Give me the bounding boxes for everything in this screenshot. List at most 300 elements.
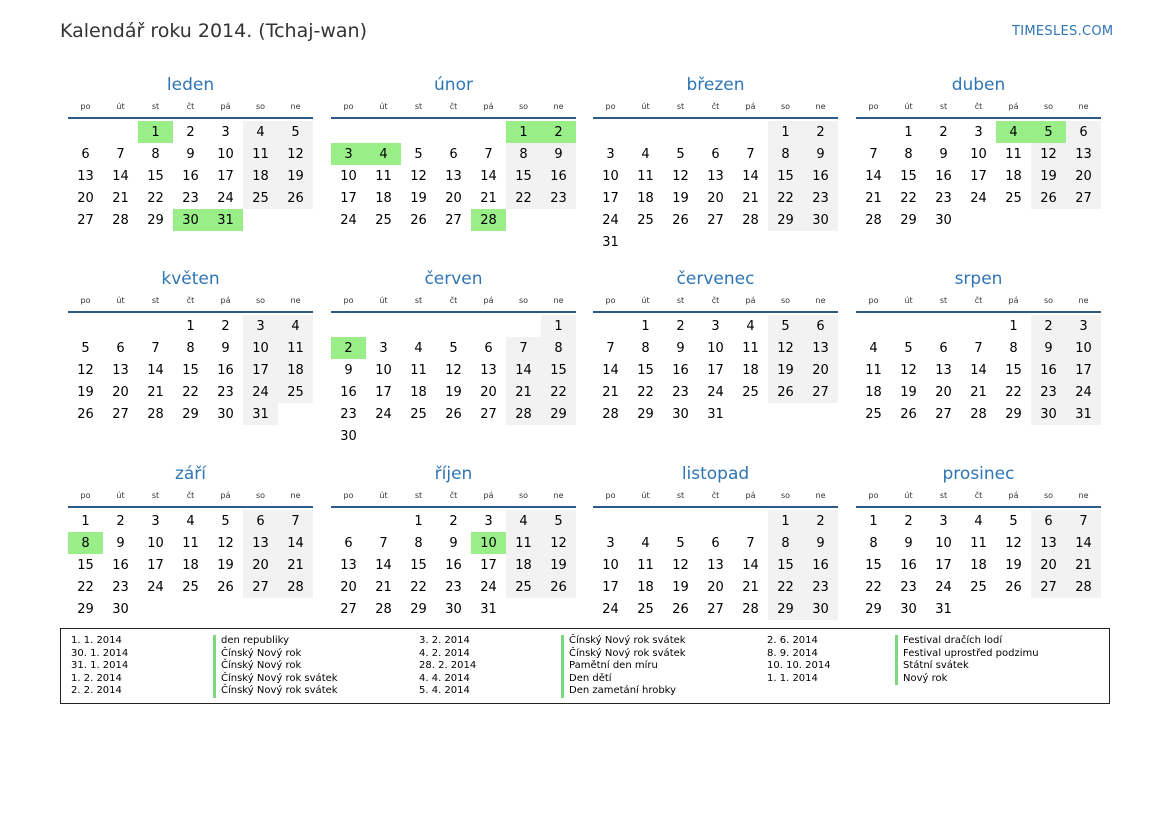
- day-cell: 20: [77, 190, 94, 206]
- day-cell: 10: [602, 557, 619, 573]
- month-name: červen: [424, 269, 483, 289]
- weekday-label: so: [780, 295, 791, 305]
- empty-cell: [593, 315, 628, 337]
- day-cell: 14: [602, 362, 619, 378]
- day-cell: 20: [1066, 165, 1101, 187]
- day-cell: 19: [445, 384, 462, 400]
- day-cell: 1: [768, 121, 803, 143]
- weekday-label: po: [80, 101, 91, 111]
- day-cell: 26: [410, 212, 427, 228]
- day-cell: 24: [147, 579, 164, 595]
- day-cell: 3: [606, 535, 615, 551]
- weekday-label: út: [379, 490, 388, 500]
- weekday-label: út: [379, 295, 388, 305]
- day-cell: 28: [602, 406, 619, 422]
- holiday-day-cell: 8: [68, 532, 103, 554]
- day-cell: 20: [112, 384, 129, 400]
- day-cell: 25: [1005, 190, 1022, 206]
- day-cell: 18: [375, 190, 392, 206]
- month-8: [68, 461, 313, 620]
- day-cell: 24: [243, 381, 278, 403]
- weekday-label: ne: [1078, 101, 1089, 111]
- day-grid: [68, 121, 313, 231]
- header-rule: [593, 117, 838, 119]
- empty-cell: [593, 510, 628, 532]
- empty-cell: [856, 121, 891, 143]
- empty-cell: [401, 315, 436, 337]
- weekday-label: so: [1043, 295, 1054, 305]
- day-cell: 12: [410, 168, 427, 184]
- weekday-header: [593, 487, 838, 503]
- weekday-label: pá: [1008, 490, 1019, 500]
- weekday-label: po: [868, 295, 879, 305]
- month-name: listopad: [681, 464, 750, 484]
- day-cell: 7: [606, 340, 615, 356]
- day-cell: 8: [904, 146, 913, 162]
- day-cell: 16: [803, 165, 838, 187]
- weekday-label: út: [116, 295, 125, 305]
- header-rule: [331, 117, 576, 119]
- weekday-label: so: [780, 490, 791, 500]
- day-cell: 11: [637, 168, 654, 184]
- day-cell: 2: [449, 513, 458, 529]
- day-cell: 12: [672, 168, 689, 184]
- day-cell: 29: [77, 601, 94, 617]
- legend-names-col-2: [561, 635, 686, 698]
- day-cell: 16: [217, 362, 234, 378]
- day-cell: 8: [541, 337, 576, 359]
- day-cell: 19: [410, 190, 427, 206]
- day-cell: 8: [1009, 340, 1018, 356]
- day-cell: 12: [768, 337, 803, 359]
- day-cell: 29: [900, 212, 917, 228]
- weekday-label: so: [255, 490, 266, 500]
- day-cell: 5: [768, 315, 803, 337]
- empty-cell: [593, 121, 628, 143]
- day-cell: 17: [602, 190, 619, 206]
- weekday-label: po: [343, 295, 354, 305]
- weekday-label: st: [676, 101, 685, 111]
- day-cell: 9: [1031, 337, 1066, 359]
- empty-cell: [366, 315, 401, 337]
- day-cell: 13: [77, 168, 94, 184]
- weekday-label: ne: [553, 295, 564, 305]
- day-cell: 13: [707, 168, 724, 184]
- day-cell: 9: [803, 143, 838, 165]
- day-cell: 29: [182, 406, 199, 422]
- day-cell: 7: [278, 510, 313, 532]
- header-rule: [593, 506, 838, 508]
- day-cell: 29: [410, 601, 427, 617]
- weekday-label: ne: [290, 490, 301, 500]
- empty-cell: [401, 121, 436, 143]
- legend-name: Nový rok: [895, 673, 1039, 686]
- day-cell: 4: [414, 340, 423, 356]
- day-cell: 12: [900, 362, 917, 378]
- day-cell: 5: [81, 340, 90, 356]
- day-cell: 24: [480, 579, 497, 595]
- day-cell: 27: [1066, 187, 1101, 209]
- day-cell: 27: [445, 212, 462, 228]
- day-grid: [68, 510, 313, 620]
- weekday-label: čt: [974, 490, 983, 500]
- day-cell: 27: [707, 601, 724, 617]
- month-name: prosinec: [942, 464, 1015, 484]
- day-cell: 7: [1066, 510, 1101, 532]
- day-cell: 6: [803, 315, 838, 337]
- day-cell: 4: [278, 315, 313, 337]
- day-cell: 28: [1066, 576, 1101, 598]
- day-cell: 11: [375, 168, 392, 184]
- weekday-label: pá: [745, 101, 756, 111]
- holiday-day-cell: 2: [541, 121, 576, 143]
- day-cell: 4: [186, 513, 195, 529]
- weekday-label: ne: [815, 295, 826, 305]
- day-cell: 15: [77, 557, 94, 573]
- weekday-label: po: [605, 101, 616, 111]
- day-cell: 20: [935, 384, 952, 400]
- legend-name: Den zametání hrobky: [561, 685, 686, 698]
- day-cell: 31: [602, 234, 619, 250]
- day-cell: 27: [935, 406, 952, 422]
- day-cell: 27: [480, 406, 497, 422]
- day-cell: 28: [147, 406, 164, 422]
- weekday-label: so: [1043, 490, 1054, 500]
- day-cell: 26: [77, 406, 94, 422]
- day-cell: 3: [939, 513, 948, 529]
- day-cell: 19: [900, 384, 917, 400]
- day-cell: 21: [742, 579, 759, 595]
- month-1: [331, 72, 576, 231]
- empty-cell: [436, 315, 471, 337]
- day-cell: 4: [641, 146, 650, 162]
- day-cell: 10: [217, 146, 234, 162]
- day-cell: 30: [672, 406, 689, 422]
- weekday-label: út: [904, 101, 913, 111]
- day-cell: 23: [340, 406, 357, 422]
- weekday-label: út: [116, 490, 125, 500]
- weekday-label: ne: [1078, 295, 1089, 305]
- day-cell: 16: [112, 557, 129, 573]
- day-cell: 6: [711, 535, 720, 551]
- month-name: březen: [686, 75, 745, 95]
- empty-cell: [331, 510, 366, 532]
- day-cell: 25: [375, 212, 392, 228]
- day-cell: 21: [112, 190, 129, 206]
- legend-date: 3. 2. 2014: [419, 635, 470, 646]
- day-cell: 18: [637, 579, 654, 595]
- weekday-label: ne: [815, 490, 826, 500]
- day-grid: [856, 510, 1101, 620]
- day-cell: 10: [1066, 337, 1101, 359]
- day-cell: 17: [602, 579, 619, 595]
- day-cell: 15: [182, 362, 199, 378]
- legend-name: Festival dračích lodí: [895, 635, 1039, 648]
- day-cell: 5: [449, 340, 458, 356]
- day-cell: 27: [112, 406, 129, 422]
- day-cell: 19: [672, 190, 689, 206]
- legend-date: 5. 4. 2014: [419, 685, 470, 696]
- weekday-label: út: [641, 101, 650, 111]
- day-cell: 15: [1005, 362, 1022, 378]
- day-cell: 29: [768, 598, 803, 620]
- day-cell: 11: [637, 557, 654, 573]
- day-cell: 22: [768, 187, 803, 209]
- weekday-label: čt: [186, 490, 195, 500]
- legend-dates-col-2: [419, 635, 476, 698]
- day-cell: 26: [672, 212, 689, 228]
- legend-date: 4. 2. 2014: [419, 647, 470, 659]
- day-cell: 9: [116, 535, 125, 551]
- weekday-label: čt: [711, 101, 720, 111]
- day-cell: 21: [970, 384, 987, 400]
- day-grid: [593, 510, 838, 620]
- day-cell: 22: [410, 579, 427, 595]
- day-cell: 3: [379, 340, 388, 356]
- day-cell: 13: [1031, 532, 1066, 554]
- weekday-label: so: [1043, 101, 1054, 111]
- day-cell: 2: [803, 121, 838, 143]
- day-cell: 2: [803, 510, 838, 532]
- day-cell: 4: [506, 510, 541, 532]
- day-cell: 31: [707, 406, 724, 422]
- day-cell: 13: [445, 168, 462, 184]
- day-cell: 10: [340, 168, 357, 184]
- weekday-label: ne: [290, 295, 301, 305]
- empty-cell: [891, 315, 926, 337]
- day-cell: 6: [116, 340, 125, 356]
- weekday-label: ne: [290, 101, 301, 111]
- day-cell: 1: [541, 315, 576, 337]
- day-cell: 19: [217, 557, 234, 573]
- day-cell: 15: [865, 557, 882, 573]
- day-cell: 20: [707, 579, 724, 595]
- day-cell: 17: [1066, 359, 1101, 381]
- day-cell: 9: [541, 143, 576, 165]
- header-rule: [68, 311, 313, 313]
- month-name: srpen: [954, 269, 1003, 289]
- day-cell: 11: [410, 362, 427, 378]
- day-cell: 8: [151, 146, 160, 162]
- day-cell: 26: [278, 187, 313, 209]
- day-cell: 3: [1066, 315, 1101, 337]
- day-cell: 27: [1031, 576, 1066, 598]
- day-cell: 21: [865, 190, 882, 206]
- day-cell: 1: [414, 513, 423, 529]
- day-cell: 11: [970, 535, 987, 551]
- day-cell: 15: [506, 165, 541, 187]
- site-link[interactable]: TIMESLES.COM: [1012, 24, 1114, 39]
- day-grid: [593, 121, 838, 253]
- day-cell: 22: [637, 384, 654, 400]
- day-cell: 9: [939, 146, 948, 162]
- day-cell: 24: [602, 601, 619, 617]
- day-cell: 29: [147, 212, 164, 228]
- day-cell: 8: [641, 340, 650, 356]
- day-cell: 28: [278, 576, 313, 598]
- day-cell: 15: [637, 362, 654, 378]
- empty-cell: [698, 510, 733, 532]
- day-cell: 2: [939, 124, 948, 140]
- day-cell: 15: [147, 168, 164, 184]
- weekday-label: út: [904, 295, 913, 305]
- day-cell: 21: [147, 384, 164, 400]
- day-cell: 16: [900, 557, 917, 573]
- empty-cell: [68, 315, 103, 337]
- weekday-label: pá: [483, 490, 494, 500]
- day-cell: 21: [278, 554, 313, 576]
- day-cell: 26: [541, 576, 576, 598]
- day-cell: 30: [340, 428, 357, 444]
- day-cell: 21: [375, 579, 392, 595]
- day-cell: 25: [637, 601, 654, 617]
- day-cell: 19: [672, 579, 689, 595]
- day-cell: 30: [112, 601, 129, 617]
- month-3: [856, 72, 1101, 231]
- weekday-label: so: [518, 295, 529, 305]
- day-cell: 12: [1005, 535, 1022, 551]
- day-cell: 9: [803, 532, 838, 554]
- day-cell: 9: [344, 362, 353, 378]
- legend-names-col-1: [213, 635, 338, 698]
- weekday-label: st: [676, 490, 685, 500]
- weekday-label: so: [518, 101, 529, 111]
- weekday-label: po: [80, 490, 91, 500]
- day-cell: 11: [865, 362, 882, 378]
- weekday-label: út: [904, 490, 913, 500]
- day-cell: 2: [186, 124, 195, 140]
- day-cell: 19: [1005, 557, 1022, 573]
- empty-cell: [331, 121, 366, 143]
- weekday-label: po: [605, 295, 616, 305]
- day-cell: 23: [672, 384, 689, 400]
- day-cell: 7: [506, 337, 541, 359]
- weekday-header: [593, 292, 838, 308]
- day-cell: 24: [602, 212, 619, 228]
- day-cell: 22: [147, 190, 164, 206]
- legend-date: 1. 1. 2014: [71, 635, 122, 646]
- day-cell: 23: [935, 190, 952, 206]
- day-cell: 30: [217, 406, 234, 422]
- empty-cell: [68, 121, 103, 143]
- day-cell: 18: [278, 359, 313, 381]
- day-cell: 24: [707, 384, 724, 400]
- day-cell: 7: [869, 146, 878, 162]
- day-cell: 18: [865, 384, 882, 400]
- day-cell: 12: [77, 362, 94, 378]
- legend-date: 8. 9. 2014: [767, 647, 818, 659]
- day-cell: 28: [506, 403, 541, 425]
- weekday-label: st: [414, 101, 423, 111]
- page-title: Kalendář roku 2014. (Tchaj-wan): [60, 20, 367, 42]
- day-cell: 18: [243, 165, 278, 187]
- day-cell: 8: [506, 143, 541, 165]
- day-cell: 31: [480, 601, 497, 617]
- weekday-label: st: [414, 490, 423, 500]
- holiday-day-cell: 28: [471, 209, 506, 231]
- day-cell: 7: [151, 340, 160, 356]
- legend-date: 2. 2. 2014: [71, 685, 122, 696]
- day-cell: 30: [803, 209, 838, 231]
- day-cell: 28: [742, 601, 759, 617]
- weekday-header: [331, 487, 576, 503]
- day-cell: 4: [746, 318, 755, 334]
- day-cell: 17: [707, 362, 724, 378]
- day-cell: 25: [970, 579, 987, 595]
- weekday-label: st: [414, 295, 423, 305]
- empty-cell: [733, 510, 768, 532]
- day-cell: 26: [1031, 187, 1066, 209]
- day-grid: [856, 121, 1101, 231]
- empty-cell: [138, 315, 173, 337]
- weekday-label: pá: [483, 101, 494, 111]
- day-cell: 16: [1031, 359, 1066, 381]
- header-rule: [331, 311, 576, 313]
- empty-cell: [663, 510, 698, 532]
- day-cell: 1: [1009, 318, 1018, 334]
- day-cell: 27: [243, 576, 278, 598]
- day-cell: 1: [186, 318, 195, 334]
- legend-name: Čínský Nový rok svátek: [561, 635, 686, 648]
- day-cell: 5: [414, 146, 423, 162]
- day-cell: 27: [803, 381, 838, 403]
- day-cell: 11: [243, 143, 278, 165]
- empty-cell: [506, 315, 541, 337]
- weekday-label: st: [939, 490, 948, 500]
- month-9: [331, 461, 576, 620]
- day-cell: 7: [746, 146, 755, 162]
- empty-cell: [698, 121, 733, 143]
- weekday-label: po: [868, 490, 879, 500]
- day-cell: 25: [506, 576, 541, 598]
- legend-name: Den dětí: [561, 673, 686, 686]
- day-cell: 25: [742, 384, 759, 400]
- day-cell: 22: [865, 579, 882, 595]
- month-0: [68, 72, 313, 231]
- empty-cell: [331, 315, 366, 337]
- day-cell: 5: [221, 513, 230, 529]
- weekday-label: po: [343, 490, 354, 500]
- day-cell: 23: [803, 187, 838, 209]
- day-cell: 13: [480, 362, 497, 378]
- day-cell: 12: [672, 557, 689, 573]
- weekday-label: po: [80, 295, 91, 305]
- day-cell: 23: [900, 579, 917, 595]
- day-cell: 2: [116, 513, 125, 529]
- holiday-day-cell: 4: [366, 143, 401, 165]
- day-cell: 13: [340, 557, 357, 573]
- day-cell: 7: [974, 340, 983, 356]
- day-cell: 20: [340, 579, 357, 595]
- empty-cell: [436, 121, 471, 143]
- day-cell: 9: [449, 535, 458, 551]
- legend-names-col-3: [895, 635, 1039, 685]
- weekday-label: st: [151, 490, 160, 500]
- day-cell: 28: [865, 212, 882, 228]
- day-cell: 11: [742, 340, 759, 356]
- day-cell: 27: [707, 212, 724, 228]
- day-cell: 11: [506, 532, 541, 554]
- day-cell: 22: [900, 190, 917, 206]
- day-cell: 9: [676, 340, 685, 356]
- day-cell: 13: [243, 532, 278, 554]
- day-cell: 16: [541, 165, 576, 187]
- day-cell: 12: [445, 362, 462, 378]
- empty-cell: [628, 121, 663, 143]
- day-cell: 3: [151, 513, 160, 529]
- day-cell: 3: [711, 318, 720, 334]
- day-cell: 26: [900, 406, 917, 422]
